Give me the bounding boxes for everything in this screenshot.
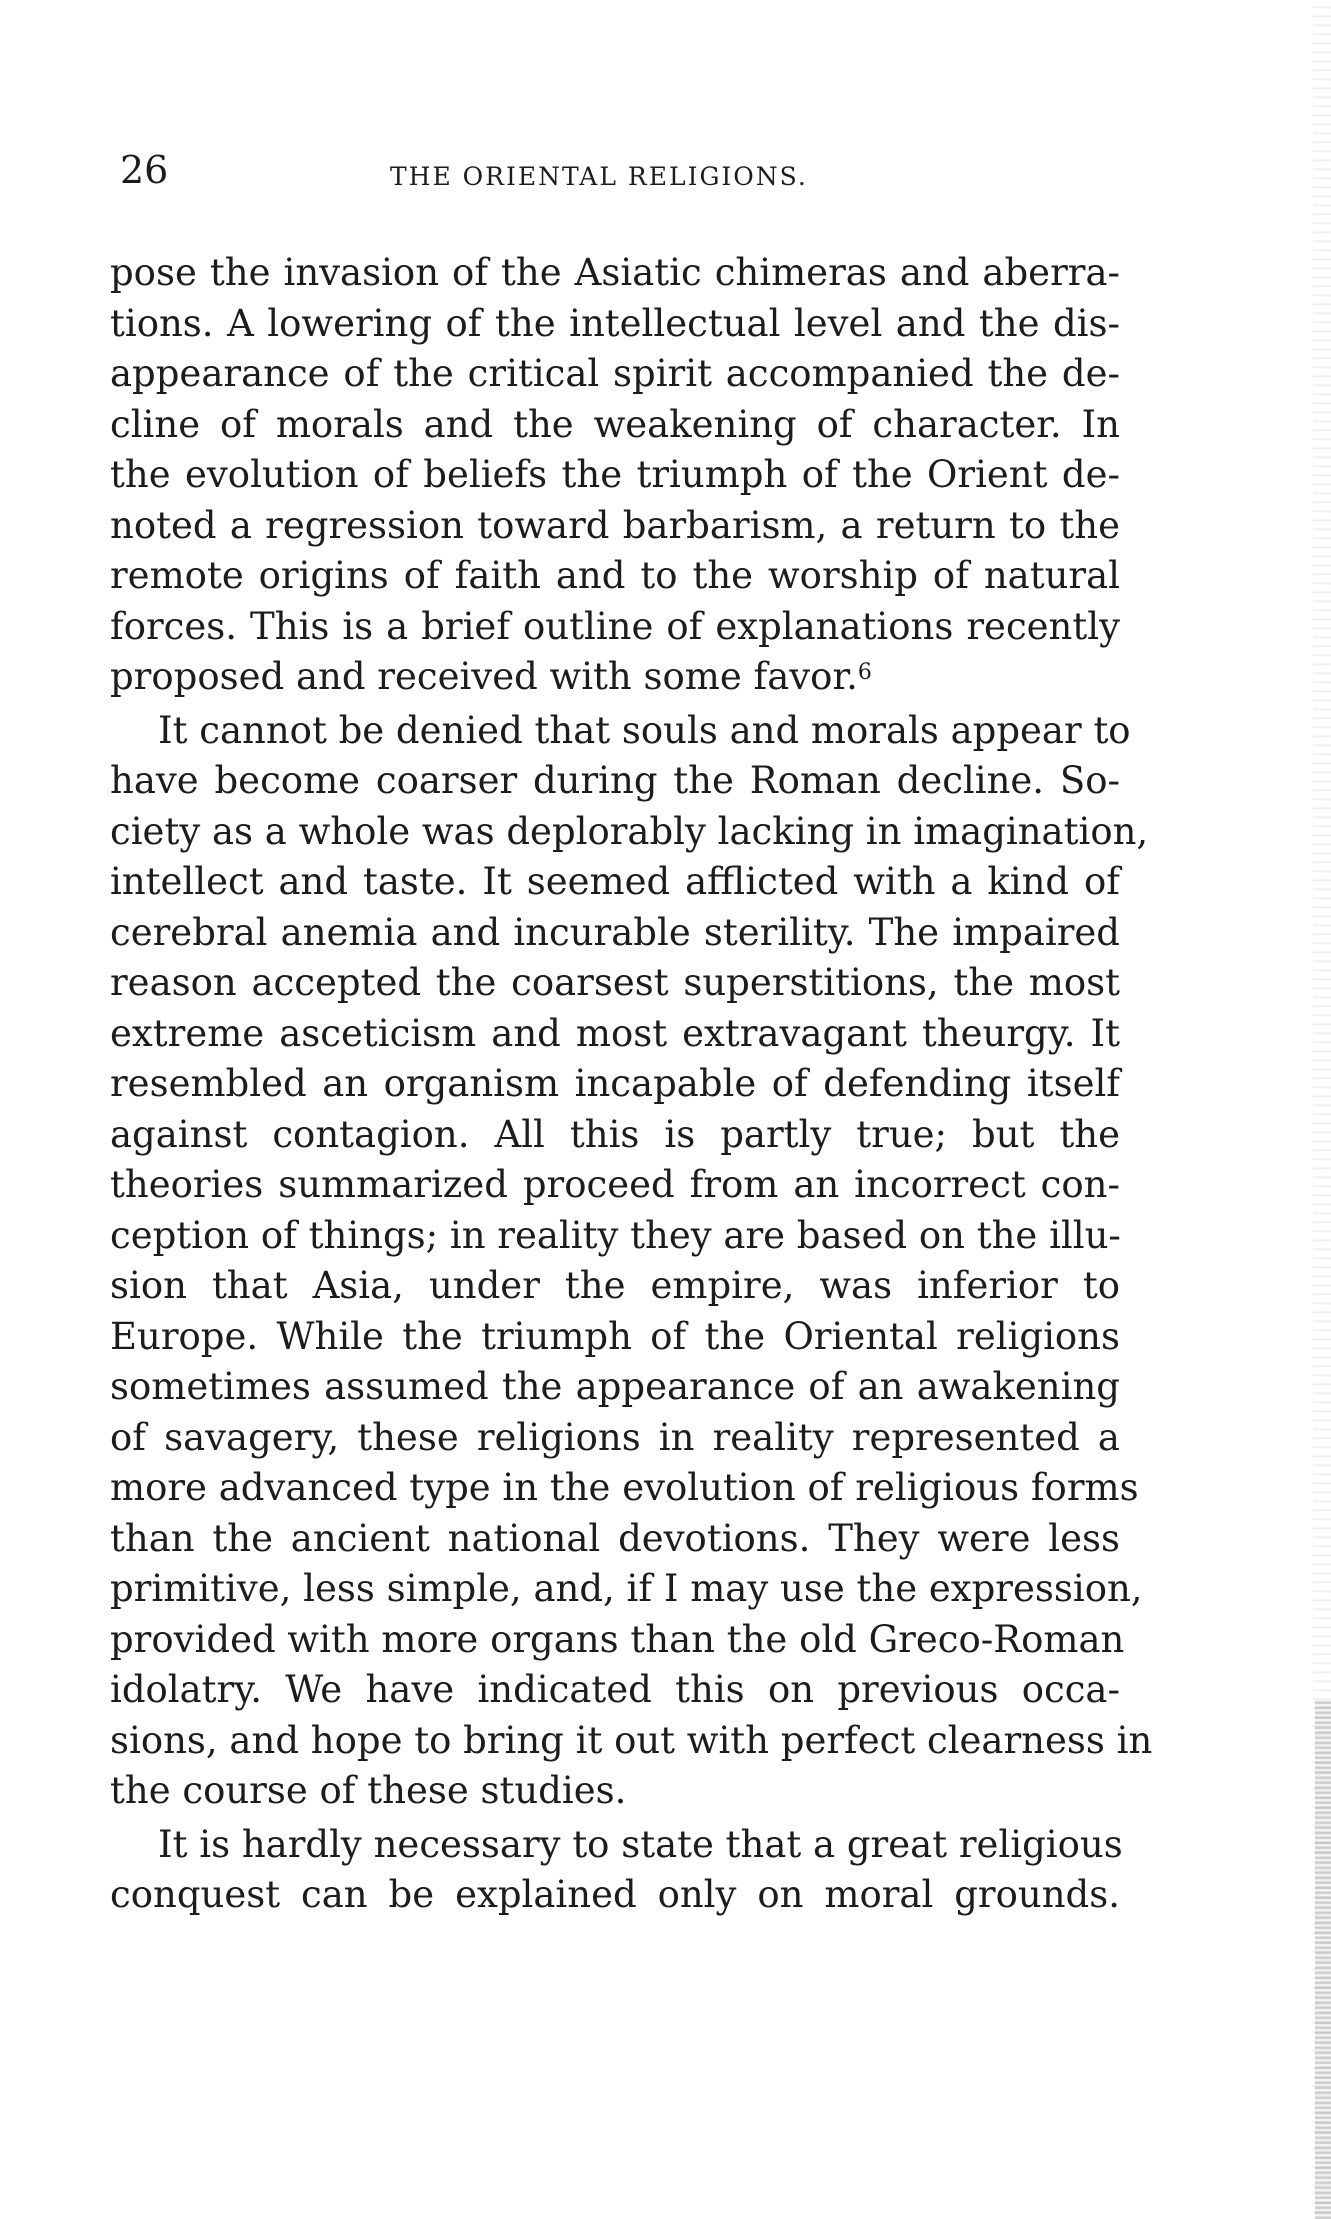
text-line: It is hardly necessary to state that a great religious — [158, 1822, 1123, 1866]
paragraph-2 — [110, 706, 1153, 1817]
scan-edge-shadow — [1315, 1700, 1331, 2219]
text-line: ciety as a whole was deplorably lacking in imagination, — [110, 809, 1149, 853]
text-line: more advanced type in the evolution of religious forms — [110, 1466, 1139, 1509]
text-line: sions, and hope to bring it out with perfect clearness in — [110, 1718, 1153, 1762]
running-head: THE ORIENTAL RELIGIONS. — [390, 162, 808, 191]
text-line: tions. A lowering of the intellectual level and the dis- — [110, 301, 1120, 345]
page-header — [120, 148, 1120, 198]
text-line: against contagion. All this is partly true; but the — [110, 1112, 1120, 1156]
text-line: appearance of the critical spirit accompanied the de- — [110, 352, 1120, 395]
text-line: sion that Asia, under the empire, was inferior to — [110, 1264, 1120, 1307]
body-text — [110, 248, 1153, 1924]
text-line: theories summarized proceed from an incorrect con- — [110, 1163, 1120, 1206]
text-line: Europe. While the triumph of the Oriental religions — [110, 1314, 1120, 1358]
paragraph-1 — [110, 248, 1120, 703]
text-line: remote origins of faith and to the worship of natural — [110, 554, 1120, 597]
text-line: cerebral anemia and incurable sterility. The impaired — [110, 910, 1120, 954]
text-line: conquest can be explained only on moral grounds. — [110, 1873, 1120, 1916]
page-number: 26 — [120, 148, 169, 192]
text-line: the course of these studies. — [110, 1769, 627, 1812]
text-line: pose the invasion of the Asiatic chimeras and aberra- — [110, 251, 1120, 294]
paragraph-3 — [110, 1820, 1123, 1921]
text-line: forces. This is a brief outline of explanations recently — [110, 604, 1120, 648]
text-line: primitive, less simple, and, if I may use the expression, — [110, 1567, 1143, 1610]
text-line-with-footnote — [110, 652, 1120, 703]
text-line: noted a regression toward barbarism, a return to the — [110, 503, 1120, 547]
text-line: the evolution of beliefs the triumph of the Orient de- — [110, 453, 1120, 496]
footnote-reference[interactable]: 6 — [857, 660, 872, 685]
text-line: idolatry. We have indicated this on previous occa- — [110, 1668, 1120, 1711]
text-line: than the ancient national devotions. They were less — [110, 1516, 1120, 1560]
text-line: sometimes assumed the appearance of an awakening — [110, 1365, 1120, 1408]
text-line: extreme asceticism and most extravagant theurgy. It — [110, 1011, 1120, 1055]
text-line: reason accepted the coarsest superstitions, the most — [110, 961, 1120, 1004]
text-line: intellect and taste. It seemed afflicted with a kind of — [110, 860, 1120, 903]
text-line: provided with more organs than the old Greco-Roman — [110, 1617, 1125, 1661]
text-line: cline of morals and the weakening of character. In — [110, 402, 1120, 446]
text-line: proposed and received with some favor. — [110, 655, 858, 698]
text-line: have become coarser during the Roman decline. So- — [110, 759, 1120, 802]
text-line: resembled an organism incapable of defending itself — [110, 1062, 1120, 1105]
text-line: It cannot be denied that souls and morals appear to — [158, 708, 1131, 752]
text-line: ception of things; in reality they are based on the illu- — [110, 1213, 1121, 1257]
text-line: of savagery, these religions in reality represented a — [110, 1415, 1120, 1459]
